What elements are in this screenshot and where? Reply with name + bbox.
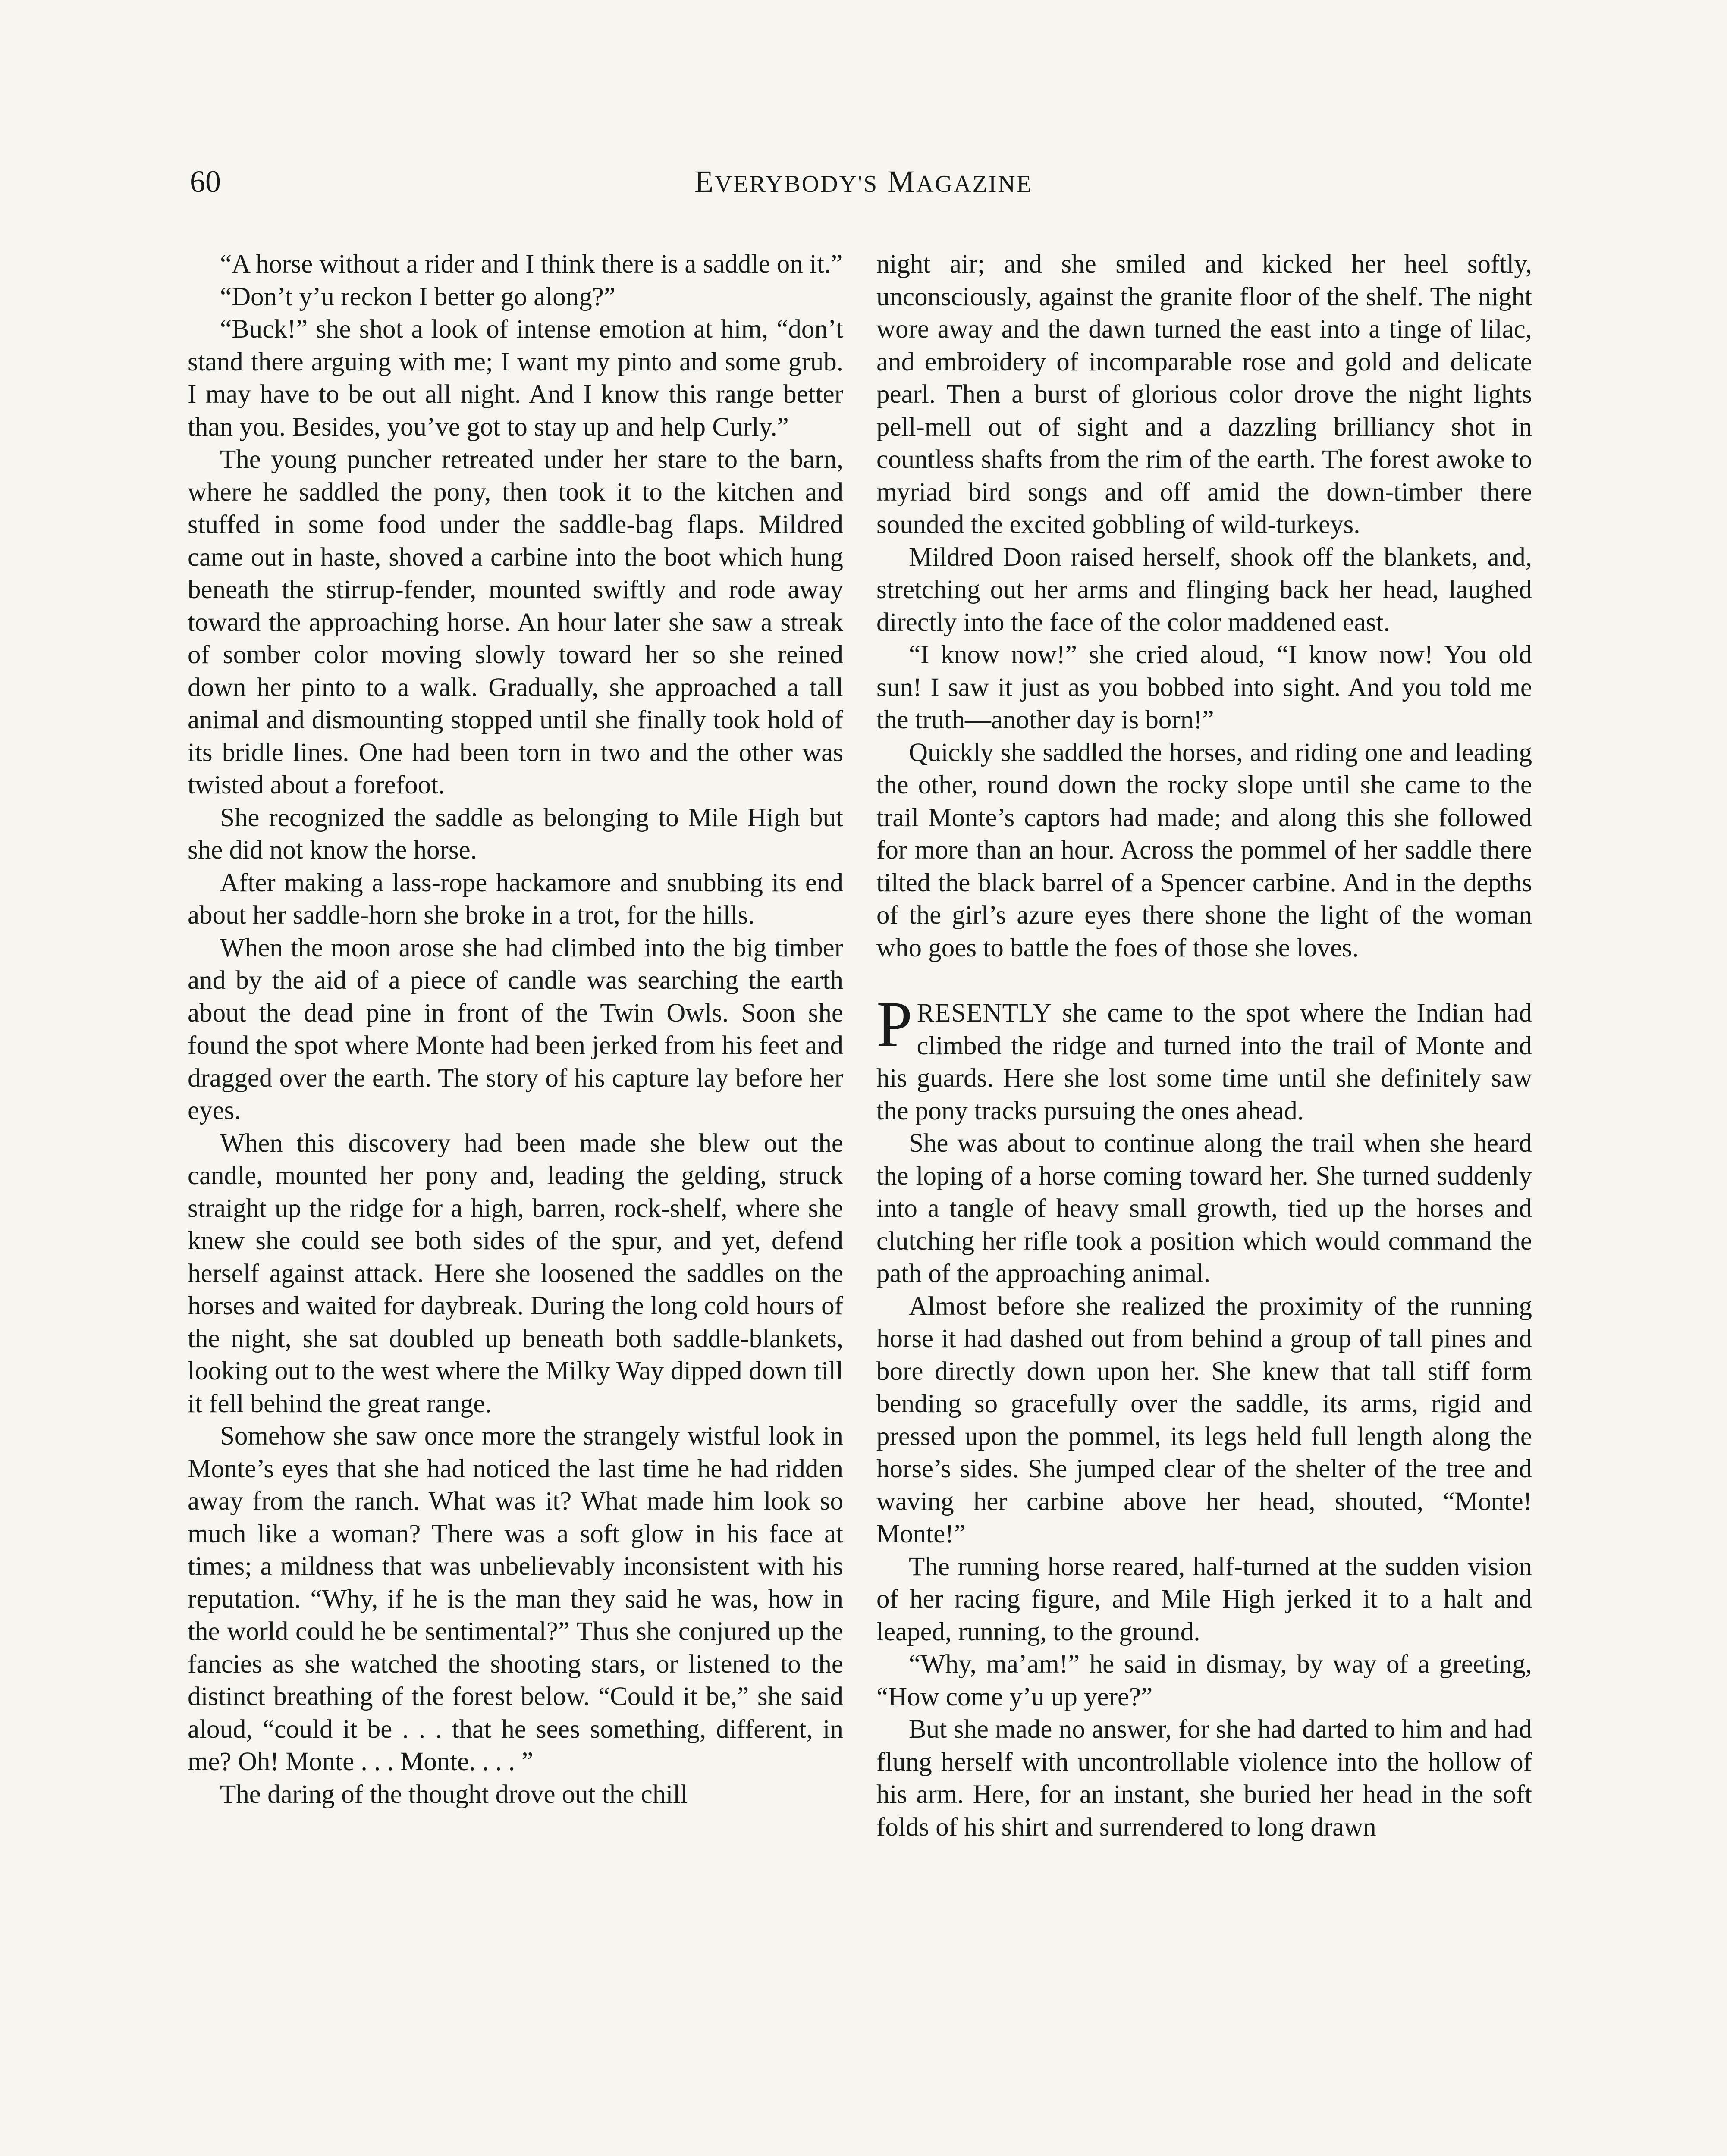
running-head-word-2: AGAZINE bbox=[916, 171, 1033, 197]
paragraph: She was about to continue along the trail when she heard the loping of a horse coming toward her. She turned suddenly into a tangle of heavy small growth, tied up the horses and clutching her rifle took a position which would command the path of the approaching animal. bbox=[876, 1129, 1532, 1288]
drop-cap: P bbox=[876, 988, 913, 1060]
paragraph: When this discovery had been made she blew out the candle, mounted her pony and, leading the gelding, struck straight up the ridge for a high, barren, rock-shelf, where she knew she could see both sides of the spur, and yet, defend herself against attack. Here she loosened the saddles on the horses and waited for daybreak. During the long cold hours of the night, she sat doubled up beneath both saddle-blankets, looking out to the west where the Milky Way dipped down till it fell behind the great range. bbox=[188, 1128, 843, 1418]
right-column bbox=[876, 248, 1532, 2156]
paragraph-continuation: night air; and she smiled and kicked her heel softly, unconsciously, against the granite floor of the shelf. The night wore away and the dawn turned the east into a tinge of lilac, and embroidery of incomparable rose and gold and delicate pearl. Then a burst of glorious color drove the night lights pell-mell out of sight and a dazzling brilliancy shot in countless shafts from the rim of the earth. The forest awoke to myriad bird songs and off amid the down-timber there sounded the excited gobbling of wild-turkeys. bbox=[876, 250, 1532, 539]
lead-in-rest: she came to the spot where the Indian had climbed the ridge and turned into the trail of Monte and his guards. Here she lost some time until she definitely saw the pony tracks pursuing the ones ahead. bbox=[876, 999, 1532, 1125]
paragraph: After making a lass-rope hackamore and snubbing its end about her saddle-horn she broke in a trot, for the hills. bbox=[188, 868, 843, 930]
paragraph: The young puncher retreated under her stare to the barn, where he saddled the pony, then took it to the kitchen and stuffed in some food under the saddle-bag flaps. Mildred came out in haste, shoved a carbine into the boot which hung beneath the stirrup-fender, mounted swiftly and rode away toward the approaching horse. An hour later she saw a streak of somber color moving slowly toward her so she reined down her pinto to a walk. Gradually, she approached a tall animal and dismounting stopped until she finally took hold of its bridle lines. One had been torn in two and the other was twisted about a forefoot. bbox=[188, 445, 843, 799]
paragraph: But she made no answer, for she had darted to him and had flung herself with uncontrollable violence into the hollow of his arm. Here, for an instant, she buried her head in the soft folds of his shirt and surrendered to long drawn bbox=[876, 1715, 1532, 1842]
paragraph: Almost before she realized the proximity of the running horse it had dashed out from behind a group of tall pines and bore directly down upon her. She knew that tall stiff form bending so gracefully over the saddle, its arms, rigid and pressed upon the pommel, its legs held full length along the horse’s sides. She jumped clear of the shelter of the tree and waving her carbine above her head, shouted, “Monte! Monte!” bbox=[876, 1291, 1532, 1548]
lead-in: RESENTLY bbox=[917, 999, 1052, 1028]
running-head-cap-1: E bbox=[694, 164, 715, 199]
section-opening-paragraph bbox=[876, 988, 1532, 1127]
paragraph: “A horse without a rider and I think there is a saddle on it.” bbox=[220, 250, 843, 279]
paragraph: “Buck!” she shot a look of intense emotion at him, “don’t stand there arguing with me; I want my pinto and some grub. I may have to be out all night. And I know this range better than you. Besides, you’ve got to stay up and help Curly.” bbox=[188, 315, 843, 442]
running-head-word-1: VERYBODY'S bbox=[714, 171, 879, 197]
paragraph: Mildred Doon raised herself, shook off the blankets, and, stretching out her arms and flinging back her head, laughed directly into the face of the color maddened east. bbox=[876, 542, 1532, 637]
left-column bbox=[188, 248, 843, 2156]
paragraph: “Why, ma’am!” he said in dismay, by way of a greeting, “How come y’u up yere?” bbox=[876, 1650, 1532, 1711]
paragraph: The daring of the thought drove out the chill bbox=[220, 1780, 688, 1809]
paragraph: She recognized the saddle as belonging to Mile High but she did not know the horse. bbox=[188, 803, 843, 865]
paragraph: When the moon arose she had climbed into the big timber and by the aid of a piece of candle was searching the earth about the dead pine in front of the Twin Owls. Soon she found the spot where Monte had been jerked from his feet and dragged over the earth. The story of his capture lay before her eyes. bbox=[188, 933, 843, 1125]
paragraph: “Don’t y’u reckon I better go along?” bbox=[220, 282, 615, 311]
running-head bbox=[0, 166, 1727, 197]
paragraph: Somehow she saw once more the strangely wistful look in Monte’s eyes that she had noticed the last time he had ridden away from the ranch. What was it? What made him look so much like a woman? There was a soft glow in his face at times; a mildness that was unbelievably inconsistent with his reputation. “Why, if he is the man they said he was, how in the world could he be sentimental?” Thus she conjured up the fancies as she watched the shooting stars, or listened to the distinct breathing of the forest below. “Could it be,” she said aloud, “could it be . . . that he sees something, different, in me? Oh! Monte . . . Monte. . . . ” bbox=[188, 1422, 843, 1776]
running-head-cap-2: M bbox=[887, 164, 917, 199]
paragraph: The running horse reared, half-turned at the sudden vision of her racing figure, and Mile High jerked it to a halt and leaped, running, to the ground. bbox=[876, 1552, 1532, 1646]
paragraph: “I know now!” she cried aloud, “I know now! You old sun! I saw it just as you bobbed into sight. And you told me the truth—another day is born!” bbox=[876, 640, 1532, 734]
page-number: 60 bbox=[190, 164, 221, 199]
paragraph: Quickly she saddled the horses, and riding one and leading the other, round down the rocky slope until she came to the trail Monte’s captors had made; and along this she followed for more than an hour. Across the pommel of her saddle there tilted the black barrel of a Spencer carbine. And in the depths of the girl’s azure eyes there shone the light of the woman who goes to battle the foes of those she loves. bbox=[876, 738, 1532, 962]
